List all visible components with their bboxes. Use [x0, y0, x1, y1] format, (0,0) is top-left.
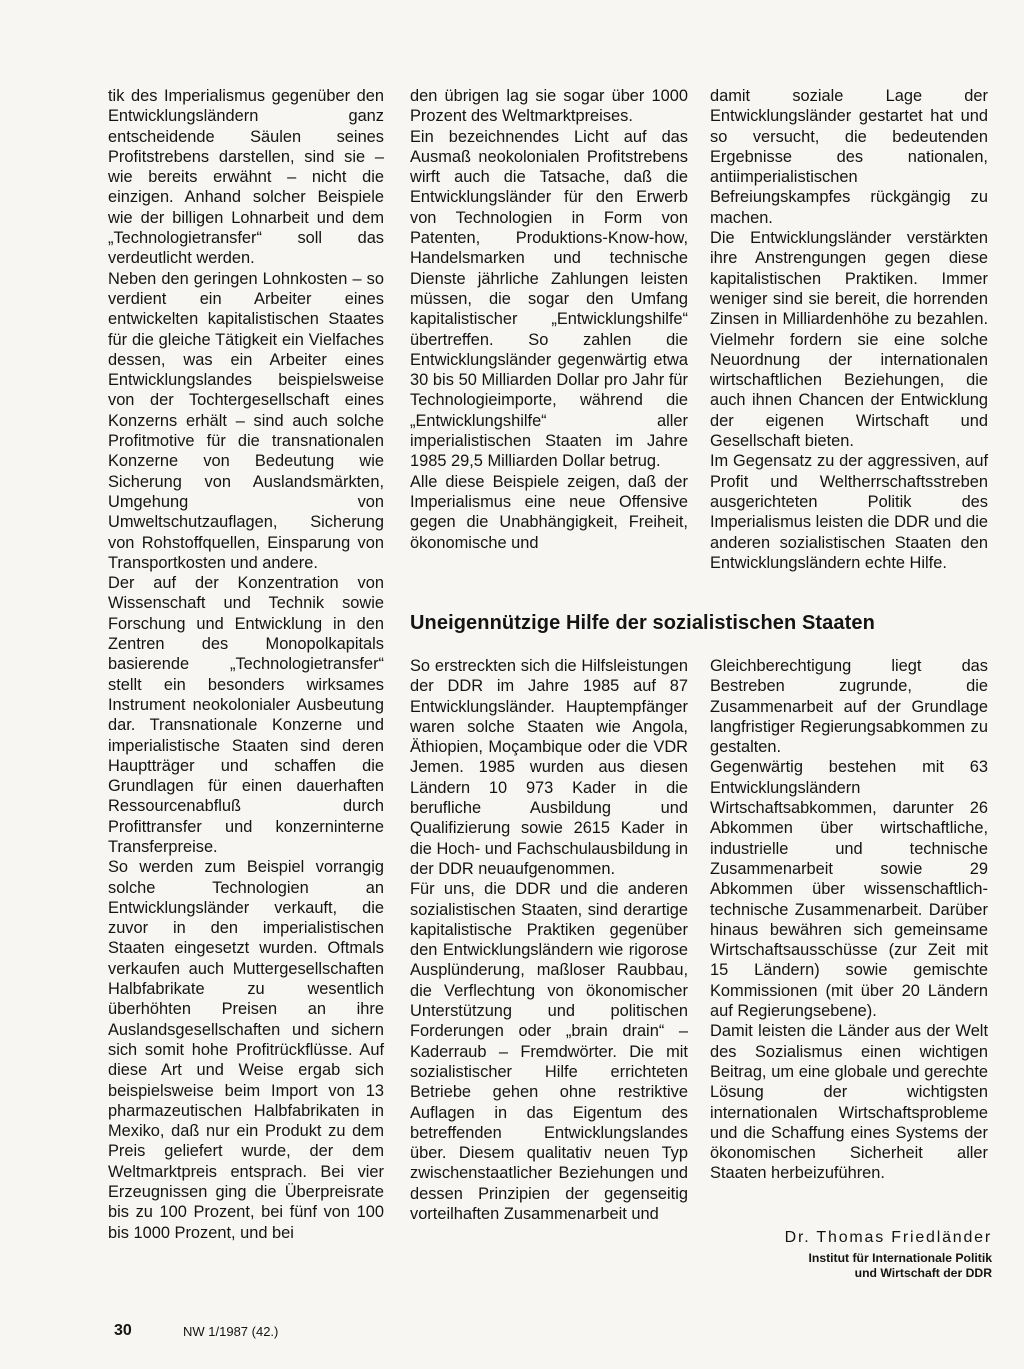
- text-column-3-lower: [710, 656, 988, 1184]
- institute-line: Institut für Internationale Politik: [808, 1251, 992, 1265]
- paragraph: So werden zum Beispiel vorrangig solche Technologien an Entwicklungsländer verkauft, die zuvor in den imperialistischen Staaten eingesetzt wurden. Oftmals verkaufen auch Muttergesellschaften Halbfabrikate zu wesentlich überhöhten Preisen an ihre Auslandsgesellschaften und sichern sich somit hohe Profitrückflüsse. Auf diese Art und Weise ergab sich beispielsweise beim Import von 13 pharmazeutischen Halbfabrikaten in Mexiko, daß nur ein Produkt zu dem Preis geliefert wurde, der dem Weltmarktpreis entsprach. Bei vier Erzeugnissen ging die Überpreisrate bis zu 100 Prozent, bei fünf von 100 bis 1000 Prozent, und bei: [108, 858, 384, 1242]
- paragraph: Alle diese Beispiele zeigen, daß der Imperialismus eine neue Offensive gegen die Unabhängigkeit, Freiheit, ökonomische und: [410, 472, 688, 552]
- paragraph: Neben den geringen Lohnkosten – so verdient ein Arbeiter eines entwickelten kapitalistischen Staates für die gleiche Tätigkeit ein Vielfaches dessen, was ein Arbeiter eines Entwicklungslandes beispielsweise von der Tochtergesellschaft eines Konzerns erhält – sind auch solche Profitmotive für die transnationalen Konzerne von Bedeutung wie Sicherung von Auslandsmärkten, Umgehung von Umweltschutzauflagen, Sicherung von Rohstoffquellen, Einsparung von Transportkosten und andere.: [108, 269, 384, 572]
- paragraph: Die Entwicklungsländer verstärkten ihre Anstrengungen gegen diese kapitalistischen Praktiken. Immer weniger sind sie bereit, die horrenden Zinsen in Milliardenhöhe zu bezahlen. Vielmehr fordern sie eine solche Neuordnung der internationalen wirtschaftlichen Beziehungen, die auch ihnen Chancen der Entwicklung der eigenen Wirtschaft und Gesellschaft bieten.: [710, 229, 988, 451]
- author-institute: [710, 1251, 992, 1281]
- paragraph: den übrigen lag sie sogar über 1000 Prozent des Weltmarktpreises.: [410, 87, 688, 126]
- paragraph: Der auf der Konzentration von Wissenschaft und Technik sowie Forschung und Entwicklung in den Zentren des Monopolkapitals basierende „Technologietransfer“ stellt ein besonders wirksames Instrument neokolonialer Ausbeutung dar. Transnationale Konzerne und imperialistische Staaten sind deren Hauptträger und schaffen die Grundlagen für einen dauerhaften Ressourcenabfluß durch Profittransfer und konzerninterne Transferpreise.: [108, 574, 384, 856]
- paragraph: tik des Imperialismus gegenüber den Entwicklungsländern ganz entscheidende Säulen seines Profitstrebens darstellen, sind sie – wie bereits erwähnt – nicht die einzigen. Anhand solcher Beispiele wie der billigen Lohnarbeit und dem „Technologietransfer“ soll das verdeutlicht werden.: [108, 87, 384, 268]
- paragraph: Ein bezeichnendes Licht auf das Ausmaß neokolonialen Profitstrebens wirft auch die Tatsache, daß die Entwicklungsländer für den Erwerb von Technologien in Form von Patenten, Produktions-Know-how, Handelsmarken und technische Dienste jährliche Zahlungen leisten müssen, die sogar den Umfang kapitalistischer „Entwicklungshilfe“ übertreffen. So zahlen die Entwicklungsländer gegenwärtig etwa 30 bis 50 Milliarden Dollar pro Jahr für Technologieimporte, während die „Entwicklungshilfe“ aller imperialistischen Staaten im Jahre 1985 29,5 Milliarden Dollar betrug.: [410, 127, 688, 471]
- section-heading: Uneigennützige Hilfe der sozialistischen Staaten: [410, 612, 875, 634]
- paragraph: damit soziale Lage der Entwicklungsländer gestartet hat und so versucht, die bedeutenden Ergebnisse des nationalen, antiimperialistischen Befreiungskampfes rückgängig zu machen.: [710, 87, 988, 227]
- text-column-3: [710, 86, 988, 573]
- text-column-2: [410, 86, 688, 553]
- text-column-1: [108, 86, 384, 1243]
- paragraph: Gegenwärtig bestehen mit 63 Entwicklungsländern Wirtschaftsabkommen, darunter 26 Abkommen über wirtschaftliche, industrielle und technische Zusammenarbeit sowie 29 Abkommen über wissenschaftlich-technische Zusammenarbeit. Darüber hinaus bewähren sich gemeinsame Wirtschaftsausschüsse (zur Zeit mit 15 Ländern) sowie gemischte Kommissionen (mit über 20 Ländern auf Regierungsebene).: [710, 758, 988, 1021]
- paragraph: Gleichberechtigung liegt das Bestreben zugrunde, die Zusammenarbeit auf der Grundlage langfristiger Regierungsabkommen zu gestalten.: [710, 657, 988, 757]
- journal-reference: NW 1/1987 (42.): [183, 1324, 279, 1339]
- paragraph: Damit leisten die Länder aus der Welt des Sozialismus einen wichtigen Beitrag, um eine globale und gerechte Lösung der wichtigsten internationalen Wirtschaftsprobleme und die Schaffung eines Systems der ökonomischen Sicherheit aller Staaten herbeizuführen.: [710, 1022, 988, 1183]
- paragraph: Für uns, die DDR und die anderen sozialistischen Staaten, sind derartige kapitalistische Praktiken gegenüber den Entwicklungsländern wie rigorose Ausplünderung, maßloser Raubbau, die Verflechtung von ökonomischer Unterstützung und politischen Forderungen oder „brain drain“ – Kaderraub – Fremdwörter. Die mit sozialistischer Hilfe errichteten Betriebe gehen ohne restriktive Auflagen in das Eigentum des betreffenden Entwicklungslandes über. Diesem qualitativ neuen Typ zwischenstaatlicher Beziehungen und dessen Prinzipien der gegenseitig vorteilhaften Zusammenarbeit und: [410, 880, 688, 1224]
- page-number: 30: [114, 1322, 132, 1339]
- text-column-2-lower: [410, 656, 688, 1224]
- paragraph: So erstreckten sich die Hilfsleistungen der DDR im Jahre 1985 auf 87 Entwicklungsländer. Hauptempfänger waren solche Staaten wie Angola, Äthiopien, Moçambique oder die VDR Jemen. 1985 wurden aus diesen Ländern 10 973 Kader in die berufliche Ausbildung und Qualifizierung sowie 2615 Kader in die Hoch- und Fachschulausbildung in der DDR neuaufgenommen.: [410, 657, 688, 878]
- author-name: Dr. Thomas Friedländer: [784, 1229, 992, 1246]
- paragraph: Im Gegensatz zu der aggressiven, auf Profit und Weltherrschaftsstreben ausgerichteten Politik des Imperialismus leisten die DDR und die anderen sozialistischen Staaten den Entwicklungsländern echte Hilfe.: [710, 452, 988, 572]
- institute-line: und Wirtschaft der DDR: [854, 1266, 992, 1280]
